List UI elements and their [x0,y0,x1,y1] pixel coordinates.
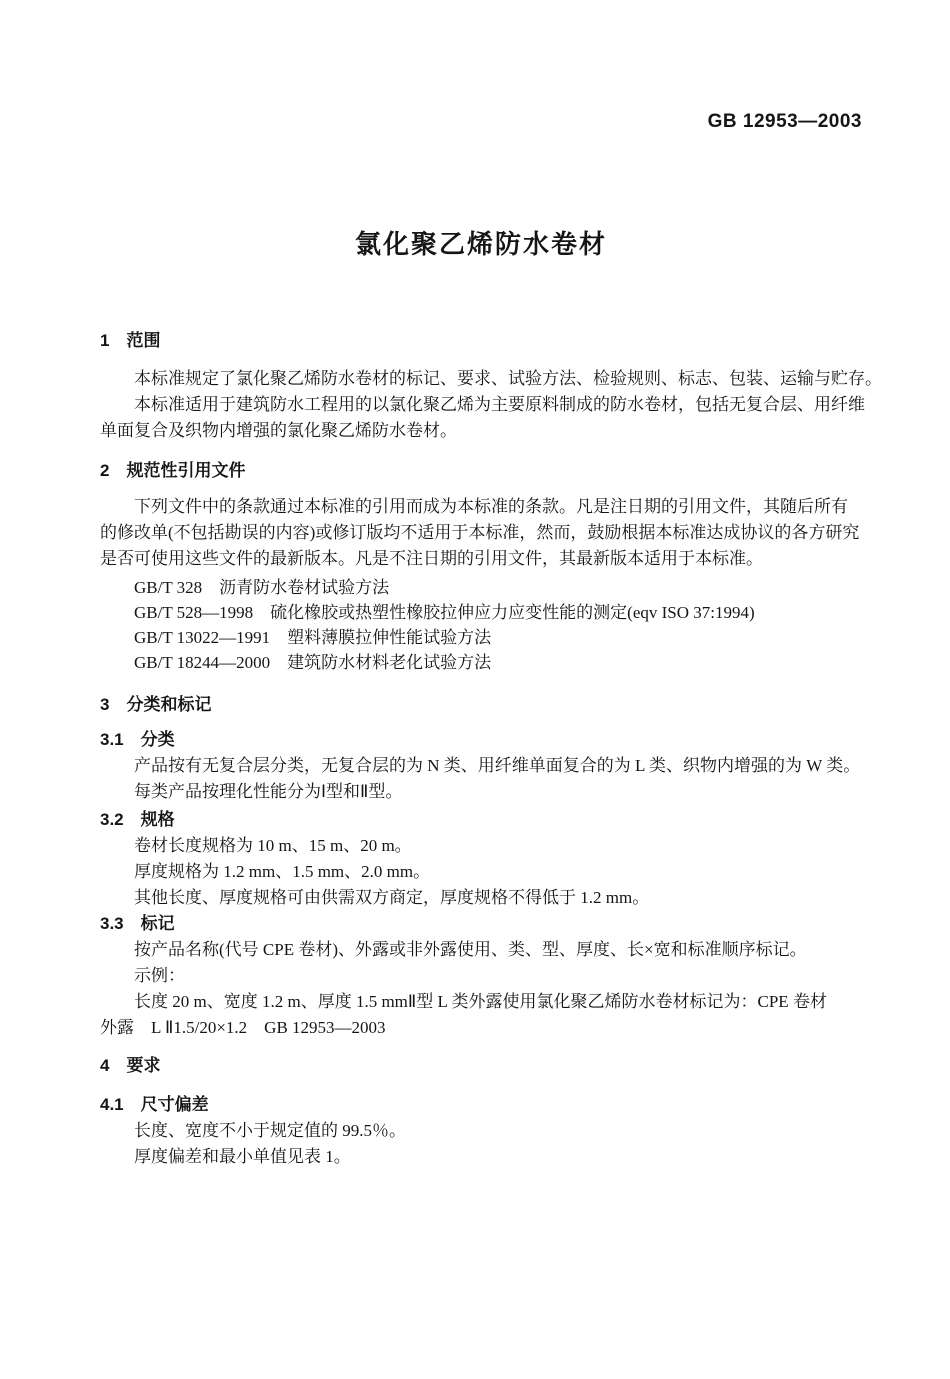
section-3-1-paragraph-1: 产品按有无复合层分类，无复合层的为 N 类、用纤维单面复合的为 L 类、织物内增强的为 W 类。 [134,756,861,775]
normative-references-list [100,575,862,675]
section-2-heading: 2 规范性引用文件 [100,461,246,480]
section-1-paragraph-2-line-2: 单面复合及织物内增强的氯化聚乙烯防水卷材。 [100,421,457,440]
section-2-paragraph-line-2: 的修改单(不包括勘误的内容)或修订版均不适用于本标准，然而，鼓励根据本标准达成协议的各方研究 [100,523,860,542]
section-3-3-paragraph-1: 按产品名称(代号 CPE 卷材)、外露或非外露使用、类、型、厚度、长×宽和标准顺序标记。 [134,940,807,959]
section-3-1-heading: 3.1 分类 [100,730,175,749]
reference-item: GB/T 13022—1991 塑料薄膜拉伸性能试验方法 [134,628,492,647]
standard-code: GB 12953—2003 [707,111,862,132]
section-1-paragraph-1: 本标准规定了氯化聚乙烯防水卷材的标记、要求、试验方法、检验规则、标志、包装、运输与贮存。 [134,369,882,388]
section-1-paragraph-2-line-1: 本标准适用于建筑防水工程用的以氯化聚乙烯为主要原料制成的防水卷材，包括无复合层、用纤维 [134,395,865,414]
reference-item: GB/T 528—1998 硫化橡胶或热塑性橡胶拉伸应力应变性能的测定(eqv ISO 37:1994) [134,603,755,622]
section-3-3-heading: 3.3 标记 [100,914,175,933]
section-3-2-paragraph-1: 卷材长度规格为 10 m、15 m、20 m。 [134,836,412,855]
document-title: 氯化聚乙烯防水卷材 [354,229,607,259]
section-4-1-paragraph-1: 长度、宽度不小于规定值的 99.5％。 [134,1121,406,1140]
section-2-paragraph-line-3: 是否可使用这些文件的最新版本。凡是不注日期的引用文件，其最新版本适用于本标准。 [100,549,763,568]
section-3-2-paragraph-3: 其他长度、厚度规格可由供需双方商定，厚度规格不得低于 1.2 mm。 [134,888,650,907]
section-3-2-paragraph-2: 厚度规格为 1.2 mm、1.5 mm、2.0 mm。 [134,862,431,881]
section-3-2-heading: 3.2 规格 [100,810,175,829]
section-3-1-paragraph-2: 每类产品按理化性能分为Ⅰ型和Ⅱ型。 [134,782,403,801]
reference-item: GB/T 18244—2000 建筑防水材料老化试验方法 [134,653,492,672]
document-content [0,110,950,1170]
section-3-3-example-line-2: 外露 L Ⅱ1.5/20×1.2 GB 12953—2003 [100,1018,386,1037]
section-4-heading: 4 要求 [100,1056,161,1075]
section-4-1-paragraph-2: 厚度偏差和最小单值见表 1。 [134,1147,351,1166]
section-3-heading: 3 分类和标记 [100,695,212,714]
section-3-3-example-line-1: 长度 20 m、宽度 1.2 m、厚度 1.5 mmⅡ型 L 类外露使用氯化聚乙烯防水卷材标记为：CPE 卷材 [134,992,827,1011]
section-4-1-heading: 4.1 尺寸偏差 [100,1095,209,1114]
section-2-paragraph-line-1: 下列文件中的条款通过本标准的引用而成为本标准的条款。凡是注日期的引用文件，其随后所有 [134,497,848,516]
section-1-heading: 1 范围 [100,331,161,350]
reference-item: GB/T 328 沥青防水卷材试验方法 [134,578,390,597]
section-3-3-example-label: 示例： [134,966,185,985]
